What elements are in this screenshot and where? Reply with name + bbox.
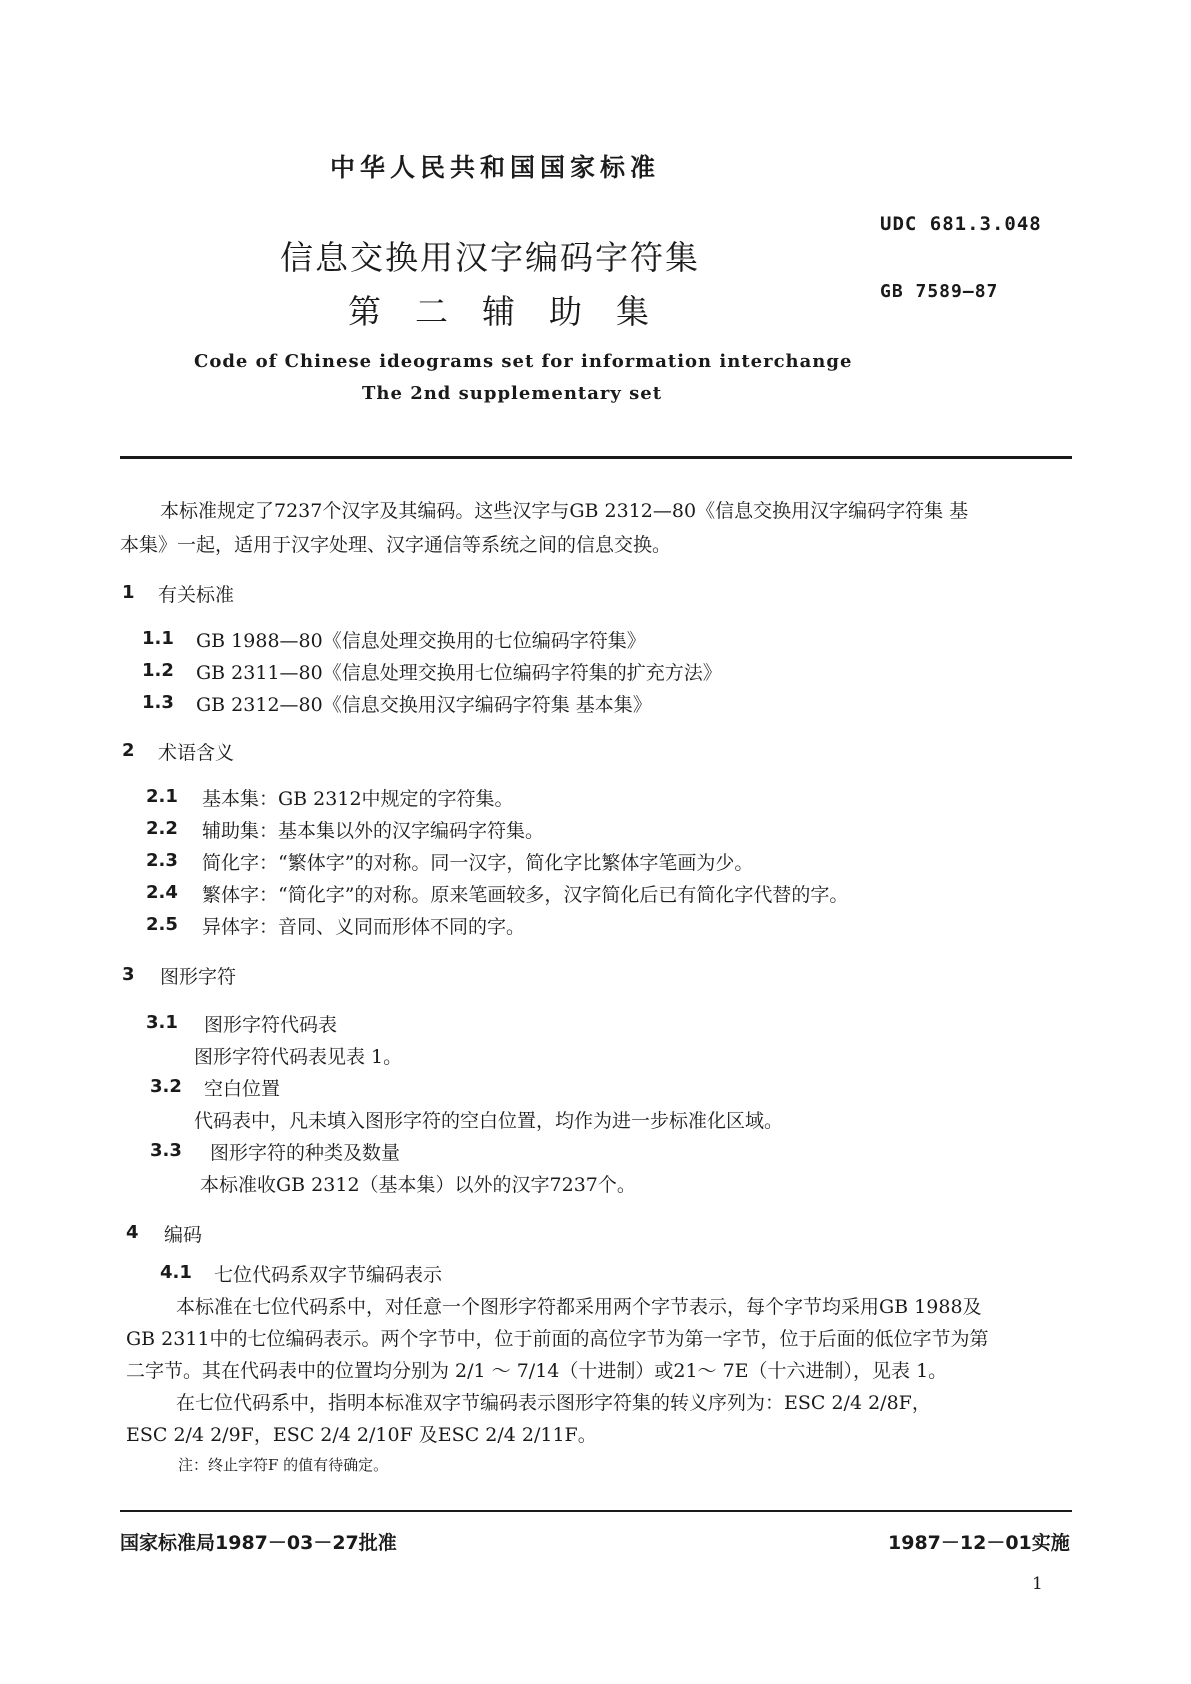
item-text: 繁体字：“简化字”的对称。原来笔画较多，汉字简化后已有简化字代替的字。	[202, 884, 849, 906]
page-number: 1	[1032, 1574, 1043, 1594]
section4-number: 4	[126, 1222, 139, 1243]
footer-divider	[120, 1510, 1072, 1512]
item-title: 空白位置	[204, 1078, 281, 1100]
section4-note: 注：终止字符F 的值有待确定。	[178, 1456, 389, 1474]
document-title-line1: 信息交换用汉字编码字符集	[280, 238, 700, 277]
item-number: 1.3	[142, 692, 174, 713]
item-title: 图形字符代码表	[204, 1014, 338, 1036]
item-number: 2.2	[146, 818, 178, 839]
item-body: 图形字符代码表见表 1。	[194, 1046, 403, 1068]
section4-para2-line2: ESC 2/4 2/9F，ESC 2/4 2/10F 及ESC 2/4 2/11F。	[126, 1424, 597, 1446]
item-text: GB 2312—80《信息交换用汉字编码字符集 基本集》	[196, 694, 652, 716]
english-title-line2: The 2nd supplementary set	[362, 383, 663, 404]
header-divider	[120, 456, 1072, 459]
item-number: 3.1	[146, 1012, 178, 1033]
item-number: 1.2	[142, 660, 174, 681]
item-text: GB 1988—80《信息处理交换用的七位编码字符集》	[196, 630, 646, 652]
intro-line1: 本标准规定了7237个汉字及其编码。这些汉字与GB 2312—80《信息交换用汉字编码字符集 基	[160, 500, 969, 522]
item-number: 4.1	[160, 1262, 192, 1283]
item-number: 2.3	[146, 850, 178, 871]
approval-date: 国家标准局1987－03－27批准	[120, 1532, 397, 1554]
item-text: 异体字：音同、义同而形体不同的字。	[202, 916, 526, 938]
section3-title: 图形字符	[160, 966, 237, 988]
item-text: 基本集：GB 2312中规定的字符集。	[202, 788, 514, 810]
item-number: 2.5	[146, 914, 178, 935]
section2-number: 2	[122, 740, 135, 761]
gb-number: GB 7589—87	[880, 281, 999, 302]
english-title-line1: Code of Chinese ideograms set for information interchange	[194, 351, 853, 372]
effective-date: 1987－12－01实施	[888, 1532, 1070, 1554]
section3-number: 3	[122, 964, 135, 985]
item-body: 本标准收GB 2312（基本集）以外的汉字7237个。	[200, 1174, 636, 1196]
item-title: 图形字符的种类及数量	[210, 1142, 401, 1164]
item-text: 辅助集：基本集以外的汉字编码字符集。	[202, 820, 545, 842]
section1-number: 1	[122, 582, 135, 603]
item-number: 3.3	[150, 1140, 182, 1161]
item-text: 简化字：“繁体字”的对称。同一汉字，简化字比繁体字笔画为少。	[202, 852, 754, 874]
item-number: 1.1	[142, 628, 174, 649]
item-number: 2.4	[146, 882, 178, 903]
document-title-line2: 第二辅助集	[348, 292, 683, 331]
section4-para1-line1: 本标准在七位代码系中，对任意一个图形字符都采用两个字节表示，每个字节均采用GB 1988及	[176, 1296, 982, 1318]
item-title: 七位代码系双字节编码表示	[214, 1264, 443, 1286]
intro-line2: 本集》一起，适用于汉字处理、汉字通信等系统之间的信息交换。	[120, 534, 672, 556]
section4-para2-line1: 在七位代码系中，指明本标准双字节编码表示图形字符集的转义序列为：ESC 2/4 2/8F，	[176, 1392, 931, 1414]
item-text: GB 2311—80《信息处理交换用七位编码字符集的扩充方法》	[196, 662, 722, 684]
section1-title: 有关标准	[158, 584, 235, 606]
item-body: 代码表中，凡未填入图形字符的空白位置，均作为进一步标准化区域。	[194, 1110, 784, 1132]
section4-para1-line3: 二字节。其在代码表中的位置均分别为 2/1 ～ 7/14（十进制）或21～ 7E（十六进制），见表 1。	[126, 1360, 948, 1382]
national-standard-heading: 中华人民共和国国家标准	[330, 153, 661, 182]
item-number: 2.1	[146, 786, 178, 807]
section4-para1-line2: GB 2311中的七位编码表示。两个字节中，位于前面的高位字节为第一字节，位于后面的低位字节为第	[126, 1328, 989, 1350]
item-number: 3.2	[150, 1076, 182, 1097]
section4-title: 编码	[164, 1224, 203, 1246]
section2-title: 术语含义	[158, 742, 235, 764]
udc-code: UDC 681.3.048	[880, 213, 1042, 235]
